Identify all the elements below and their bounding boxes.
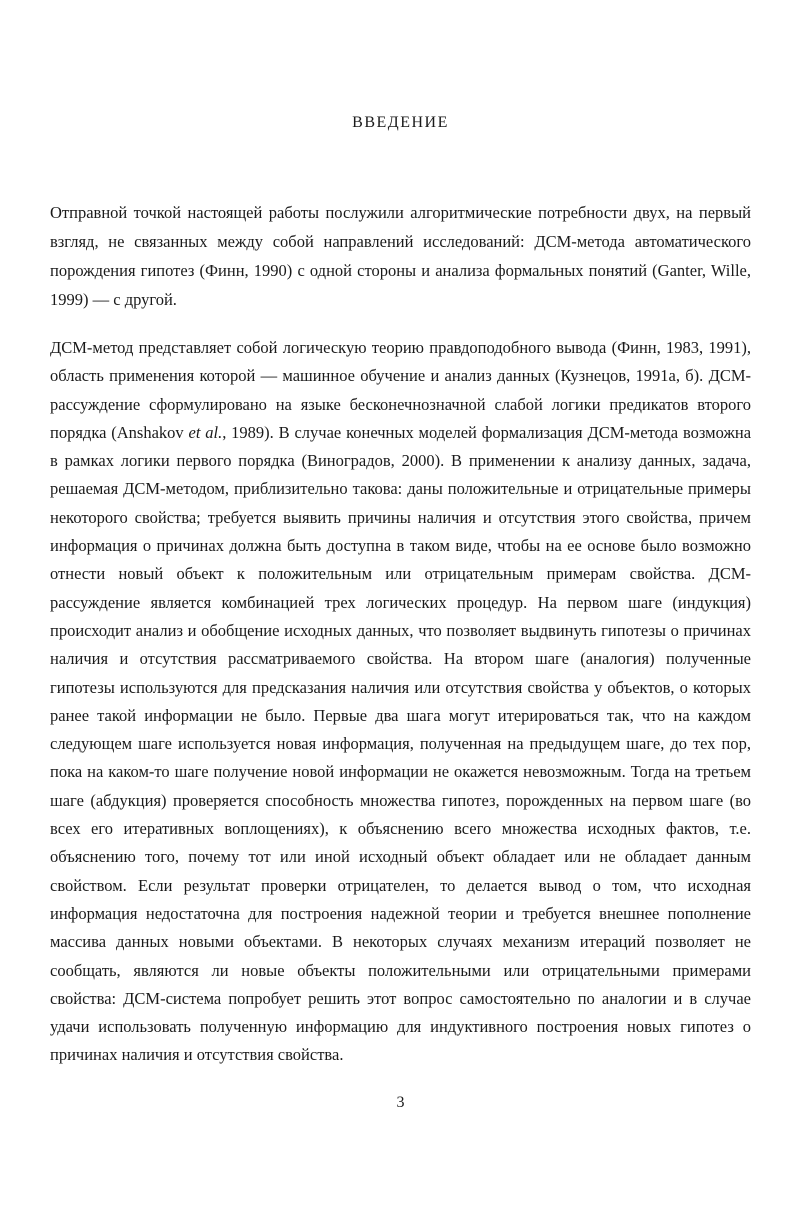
paragraph-2-italic: et al.: [188, 422, 223, 442]
paragraph-2-part-1: ДСМ-метод представляет собой логическую теорию правдоподобного вывода (Финн, 1983, 1991), область применения которой — машинное обучение и анализ данных (Кузнецов, 1991а, б). ДСМ-рассуждение сформулировано на языке бесконечнозначной слабой логики предикатов второго порядка (Anshakov: [50, 338, 751, 442]
chapter-title: ВВЕДЕНИЕ: [352, 114, 449, 131]
page-number: 3: [396, 1094, 405, 1111]
paragraph-1: Отправной точкой настоящей работы послужили алгоритмические потребности двух, на первый взгляд, не связанных между собой направлений исследований: ДСМ-метода автоматического порождения гипотез (Финн, 1990) с одной стороны и анализа формальных понятий (Ganter, Wille, 1999) — с другой.: [50, 203, 751, 309]
paragraph-2-part-2: , 1989). В случае конечных моделей формализация ДСМ-метода возможна в рамках логики первого порядка (Виноградов, 2000). В применении к анализу данных, задача, решаемая ДСМ-методом, приблизительно такова: даны положительные и отрицательные примеры некоторого свойства; требуется выявить причины наличия и отсутствия этого свойства, причем информация о причинах должна быть доступна в таком виде, чтобы на ее основе было возможно отнести новый объект к положительным или отрицательным примерам свойства. ДСМ-рассуждение является комбинацией трех логических процедур. На первом шаге (индукция) происходит анализ и обобщение исходных данных, что позволяет выдвинуть гипотезы о причинах наличия и отсутствия рассматриваемого свойства. На втором шаге (аналогия) полученные гипотезы используются для предсказания наличия или отсутствия свойства у объектов, о которых ранее такой информации не было. Первые два шага могут итерироваться так, что на каждом следующем шаге используется новая информация, полученная на предыдущем шаге, до тех пор, пока на каком-то шаге получение новой информации не окажется невозможным. Тогда на третьем шаге (абдукция) проверяется способность множества гипотез, порожденных на первом шаге (во всех его итеративных воплощениях), к объяснению всего множества исходных фактов, т.е. объяснению того, почему тот или иной исходный объект обладает или не обладает данным свойством. Если результат проверки отрицателен, то делается вывод о том, что исходная информация недостаточна для построения надежной теории и требуется внешнее пополнение массива данных новыми объектами. В некоторых случаях механизм итераций позволяет не сообщать, являются ли новые объекты положительными или отрицательными примерами свойства: ДСМ-система попробует решить этот вопрос самостоятельно по аналогии и в случае удачи использовать полученную информацию для индуктивного построения новых гипотез о причинах наличия и отсутствия свойства.: [50, 422, 752, 1065]
document-page: [50, 0, 751, 1216]
paragraph-2: [50, 334, 751, 1070]
